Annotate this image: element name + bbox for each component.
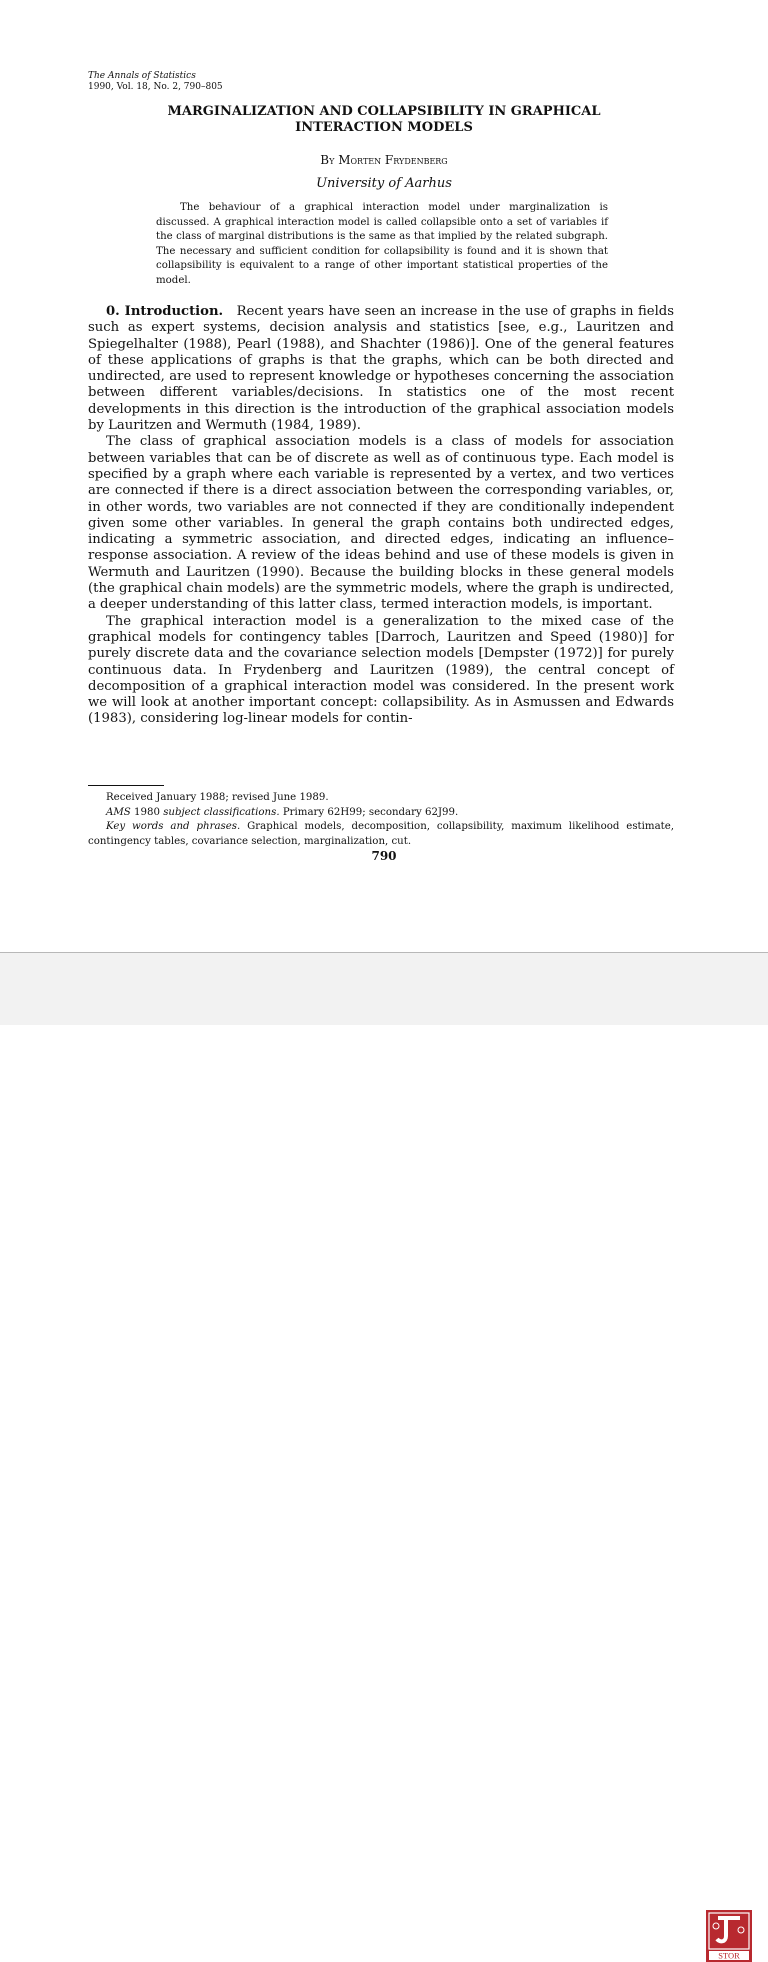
ams-italic: subject classifications. — [163, 806, 280, 818]
keywords-text: Graphical models, decomposition, collapsibility, maximum likelihood estimate, contingency tables, covariance selection, marginalization, cut. — [88, 821, 675, 847]
paragraph-2: The class of graphical association models is a class of models for association between variables that can be of discrete as well as of continuous type. Each model is specified by a graph where each variable is represented by a vertex, and two vertices are connected if there is a direct association between the corresponding variables, or, in other words, two variables are not connected if they are conditionally independent given some other variables. In general the graph contains both undirected edges, indicating a symmetric association, and directed edges, indicating an influence–response association. A review of the ideas behind and use of these models is given in Wermuth and Lauritzen (1990). Because the building blocks in these general models (the graphical chain models) are the symmetric models, where the graph is undirected, a deeper understanding of this latter class, termed interaction models, is important. — [88, 434, 674, 613]
paragraph-1 — [88, 304, 674, 434]
footnote-rule — [88, 785, 164, 786]
keywords-label: Key words and phrases. — [106, 821, 241, 833]
jstor-logo[interactable] — [706, 1910, 752, 1962]
journal-header — [88, 71, 223, 93]
body-text — [88, 304, 674, 728]
paper-title-line-2: INTERACTION MODELS — [295, 120, 473, 135]
journal-issue: 1990, Vol. 18, No. 2, 790–805 — [88, 82, 223, 92]
abstract: The behaviour of a graphical interaction model under marginalization is discussed. A graphical interaction model is called collapsible onto a set of variables if the class of marginal distributions is the same as that implied by the related subgraph. The necessary and sufficient condition for collapsibility is found and it is shown that collapsibility is equivalent to a range of other important statistical properties of the model. — [156, 202, 608, 286]
footnote-keywords — [88, 820, 674, 849]
footnote-ams — [88, 806, 674, 821]
author-affiliation: University of Aarhus — [316, 176, 452, 191]
paper-page — [0, 0, 768, 952]
paragraph-3: The graphical interaction model is a generalization to the mixed case of the graphical models for contingency tables [Darroch, Lauritzen and Speed (1980)] for purely discrete data and the covariance selection models [Dempster (1972)] for purely continuous data. In Frydenberg and Lauritzen (1989), the central concept of decomposition of a graphical interaction model was considered. In the present work we will look at another important concept: collapsibility. As in Asmussen and Edwards (1983), considering log-linear models for contin- — [88, 613, 674, 727]
ams-label: AMS — [106, 806, 131, 818]
ams-year: 1980 — [130, 806, 164, 818]
footnote-received: Received January 1988; revised June 1989. — [106, 792, 329, 803]
jstor-logo-text: STOR — [718, 1950, 740, 1961]
author-byline — [88, 153, 680, 167]
paper-title — [88, 104, 680, 136]
footnotes — [88, 791, 674, 849]
page-number: 790 — [371, 849, 397, 863]
section-heading: 0. Introduction. — [106, 304, 224, 319]
author-name: By Morten Frydenberg — [320, 153, 448, 167]
paper-title-line-1: MARGINALIZATION AND COLLAPSIBILITY IN GRAPHICAL — [167, 104, 601, 119]
paragraph-1-text: Recent years have seen an increase in the use of graphs in fields such as expert systems, decision analysis and statistics [see, e.g., Lauritzen and Spiegelhalter (1988), Pearl (1988), and Shachter (1986)]. One of the general features of these applications of graphs is that the graphs, which can be both directed and undirected, are used to represent knowledge or hypotheses concerning the association between different variables/decisions. In statistics one of the most recent developments in this direction is the introduction of the graphical association models by Lauritzen and Wermuth (1984, 1989). — [88, 304, 674, 434]
journal-name: The Annals of Statistics — [88, 71, 196, 81]
viewer-footer-bar — [0, 952, 768, 1961]
ams-text: Primary 62H99; secondary 62J99. — [279, 806, 459, 818]
